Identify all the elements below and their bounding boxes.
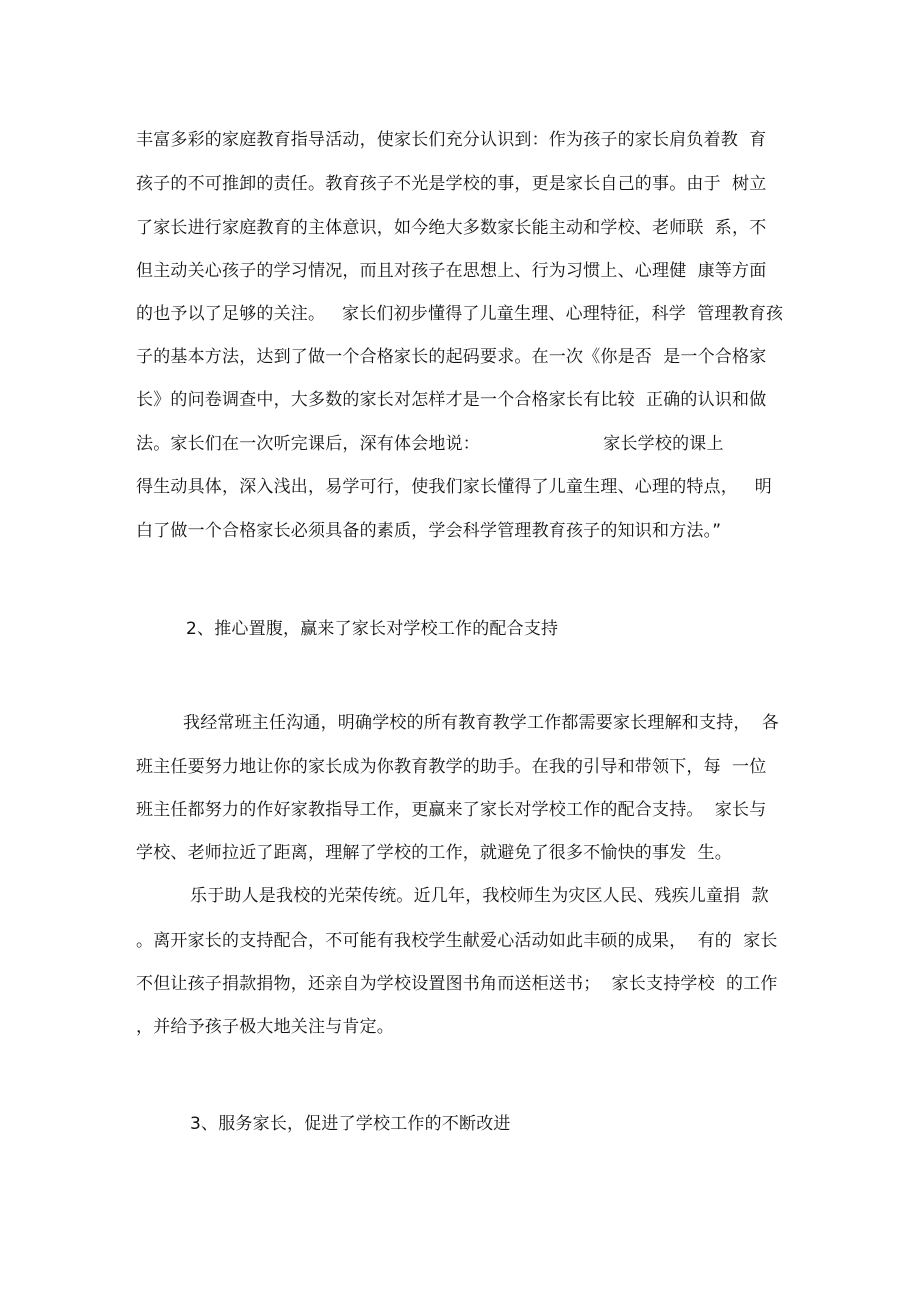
paragraph-2-line: 学校、老师拉近了距离，理解了学校的工作，就避免了很多不愉快的事发 生。 xyxy=(136,843,733,863)
paragraph-1-line: 白了做一个合格家长必须具备的素质，学会科学管理教育孩子的知识和方法。” xyxy=(136,521,722,541)
paragraph-1-line: 丰富多彩的家庭教育指导活动，使家长们充分认识到：作为孩子的家长肩负着教 育 xyxy=(136,130,767,150)
section-heading-3: 3、服务家长，促进了学校工作的不断改进 xyxy=(190,1114,511,1134)
paragraph-1-line: 但主动关心孩子的学习情况，而且对孩子在思想上、行为习惯上、心理健 康等方面 xyxy=(136,261,767,281)
paragraph-3-line: ，并给予孩子极大地关注与肯定。 xyxy=(136,1017,394,1037)
paragraph-1-line: 长》的问卷调查中，大多数的家长对怎样才是一个合格家长有比较 正确的认识和做 xyxy=(136,390,767,410)
paragraph-2-line: 班主任要努力地让你的家长成为你教育教学的助手。在我的引导和带领下，每 一位 xyxy=(136,757,767,777)
paragraph-3-line: 乐于助人是我校的光荣传统。近几年，我校师生为灾区人民、残疾儿童捐 款 xyxy=(190,886,769,906)
paragraph-1-line: 孩子的不可推卸的责任。教育孩子不光是学校的事，更是家长自己的事。由于 树立 xyxy=(136,174,767,194)
paragraph-1-line: 得生动具体，深入浅出，易学可行，使我们家长懂得了儿童生理、心理的特点， 明 xyxy=(136,477,773,497)
paragraph-1-line: 的也予以了足够的关注。 家长们初步懂得了儿童生理、心理特征，科学 管理教育孩 xyxy=(136,304,784,324)
paragraph-2-line: 我经常班主任沟通，明确学校的所有教育教学工作都需要家长理解和支持， 各 xyxy=(183,713,780,733)
paragraph-1-line: 子的基本方法，达到了做一个合格家长的起码要求。在一次《你是否 是一个合格家 xyxy=(136,347,767,367)
paragraph-1-line: 法。家长们在一次听完课后，深有体会地说： 家长学校的课上 xyxy=(136,434,724,454)
paragraph-1-line: 了家长进行家庭教育的主体意识，如今绝大多数家长能主动和学校、老师联 系，不 xyxy=(136,218,767,238)
section-heading-2: 2、推心置腹，赢来了家长对学校工作的配合支持 xyxy=(186,619,559,639)
paragraph-2-line: 班主任都努力的作好家教指导工作，更赢来了家长对学校工作的配合支持。 家长与 xyxy=(136,800,767,820)
paragraph-3-line: 。离开家长的支持配合，不可能有我校学生献爱心活动如此丰硕的成果， 有的 家长 xyxy=(136,931,778,951)
paragraph-3-line: 不但让孩子捐款捐物，还亲自为学校设置图书角而送柜送书； 家长支持学校 的工作 xyxy=(136,974,778,994)
